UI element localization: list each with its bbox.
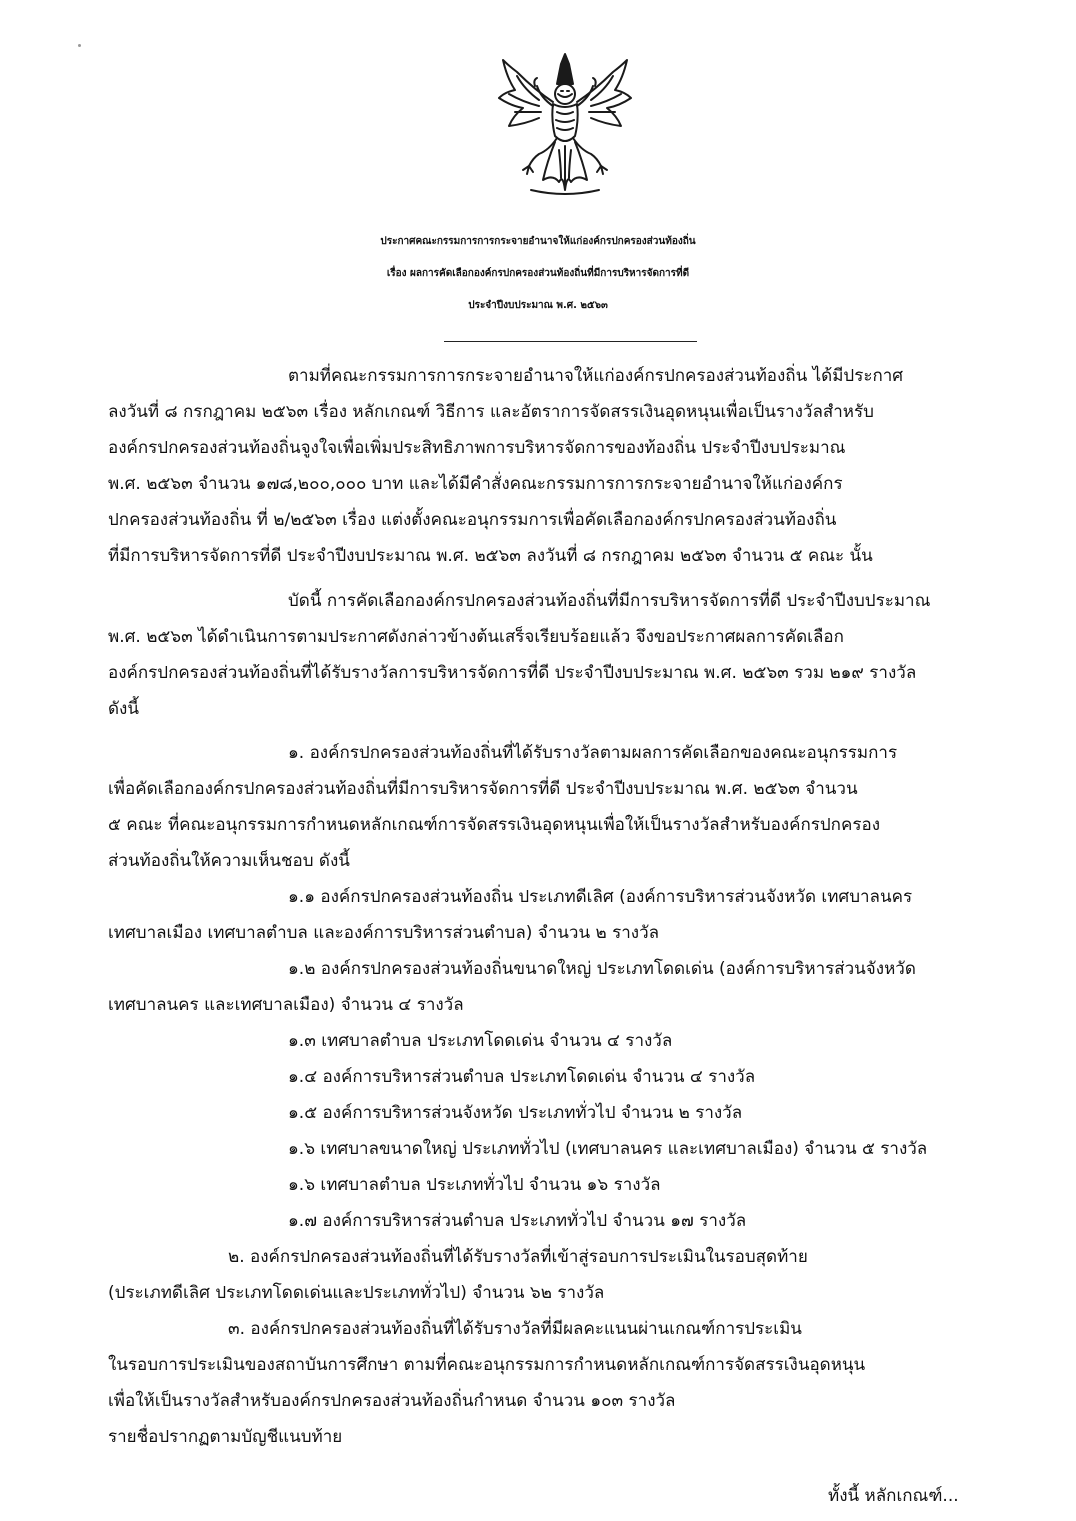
paragraph-line: องค์กรปกครองส่วนท้องถิ่นที่ได้รับรางวัลการบริหารจัดการที่ดี ประจำปีงบประมาณ พ.ศ. ๒๕๖๓ รวม ๒๑๙ รางวัล: [108, 663, 917, 683]
header-divider: [444, 341, 697, 342]
section-line: ๕ คณะ ที่คณะอนุกรรมการกำหนดหลักเกณฑ์การจัดสรรเงินอุดหนุนเพื่อให้เป็นรางวัลสำหรับองค์กรปกครอง: [108, 815, 880, 835]
paragraph-line: พ.ศ. ๒๕๖๓ ได้ดำเนินการตามประกาศดังกล่าวข้างต้นเสร็จเรียบร้อยแล้ว จึงขอประกาศผลการคัดเลือก: [108, 627, 844, 647]
section-line: รายชื่อปรากฏตามบัญชีแนบท้าย: [108, 1427, 343, 1447]
garuda-emblem-icon: [495, 50, 635, 200]
header-fiscal-year: ประจำปีงบประมาณ พ.ศ. ๒๕๖๓: [468, 300, 608, 311]
item-line: ๑.๒ องค์กรปกครองส่วนท้องถิ่นขนาดใหญ่ ประเภทโดดเด่น (องค์การบริหารส่วนจังหวัด: [288, 959, 916, 979]
section-line: ๑. องค์กรปกครองส่วนท้องถิ่นที่ได้รับรางวัลตามผลการคัดเลือกของคณะอนุกรรมการ: [288, 743, 898, 763]
item-line: เทศบาลเมือง เทศบาลตำบล และองค์การบริหารส่วนตำบล) จำนวน ๒ รางวัล: [108, 923, 660, 943]
item-line: ๑.๖ เทศบาลตำบล ประเภททั่วไป จำนวน ๑๖ รางวัล: [288, 1175, 661, 1195]
section-line: ๓. องค์กรปกครองส่วนท้องถิ่นที่ได้รับรางวัลที่มีผลคะแนนผ่านเกณฑ์การประเมิน: [228, 1319, 802, 1339]
paragraph-line: องค์กรปกครองส่วนท้องถิ่นจูงใจเพื่อเพิ่มประสิทธิภาพการบริหารจัดการของท้องถิ่น ประจำปีงบประมาณ: [108, 438, 846, 458]
item-line: ๑.๓ เทศบาลตำบล ประเภทโดดเด่น จำนวน ๔ รางวัล: [288, 1031, 673, 1051]
header-subject: เรื่อง ผลการคัดเลือกองค์กรปกครองส่วนท้องถิ่นที่มีการบริหารจัดการที่ดี: [386, 268, 690, 279]
section-line: ในรอบการประเมินของสถาบันการศึกษา ตามที่คณะอนุกรรมการกำหนดหลักเกณฑ์การจัดสรรเงินอุดหนุน: [108, 1355, 866, 1375]
item-line: ๑.๔ องค์การบริหารส่วนตำบล ประเภทโดดเด่น จำนวน ๔ รางวัล: [288, 1067, 756, 1087]
section-line: เพื่อคัดเลือกองค์กรปกครองส่วนท้องถิ่นที่มีการบริหารจัดการที่ดี ประจำปีงบประมาณ พ.ศ. ๒๕๖๓ จำนวน: [108, 779, 858, 799]
page-continuation: ทั้งนี้ หลักเกณฑ์...: [828, 1486, 959, 1506]
header-title: ประกาศคณะกรรมการการกระจายอำนาจให้แก่องค์กรปกครองส่วนท้องถิ่น: [380, 236, 696, 247]
item-line: เทศบาลนคร และเทศบาลเมือง) จำนวน ๔ รางวัล: [108, 995, 464, 1015]
item-line: ๑.๖ เทศบาลขนาดใหญ่ ประเภททั่วไป (เทศบาลนคร และเทศบาลเมือง) จำนวน ๕ รางวัล: [288, 1139, 928, 1159]
section-line: เพื่อให้เป็นรางวัลสำหรับองค์กรปกครองส่วนท้องถิ่นกำหนด จำนวน ๑๐๓ รางวัล: [108, 1391, 676, 1411]
item-line: ๑.๑ องค์กรปกครองส่วนท้องถิ่น ประเภทดีเลิศ (องค์การบริหารส่วนจังหวัด เทศบาลนคร: [288, 887, 913, 907]
paragraph-line: ดังนี้: [108, 699, 139, 719]
scan-speck: [78, 44, 81, 47]
paragraph-line: บัดนี้ การคัดเลือกองค์กรปกครองส่วนท้องถิ่นที่มีการบริหารจัดการที่ดี ประจำปีงบประมาณ: [288, 591, 931, 611]
paragraph-line: ที่มีการบริหารจัดการที่ดี ประจำปีงบประมาณ พ.ศ. ๒๕๖๓ ลงวันที่ ๘ กรกฎาคม ๒๕๖๓ จำนวน ๕ คณะ นั้น: [108, 546, 873, 566]
section-line: (ประเภทดีเลิศ ประเภทโดดเด่นและประเภททั่วไป) จำนวน ๖๒ รางวัล: [108, 1283, 605, 1303]
paragraph-line: ตามที่คณะกรรมการการกระจายอำนาจให้แก่องค์กรปกครองส่วนท้องถิ่น ได้มีประกาศ: [288, 366, 904, 386]
section-line: ส่วนท้องถิ่นให้ความเห็นชอบ ดังนี้: [108, 851, 350, 871]
section-line: ๒. องค์กรปกครองส่วนท้องถิ่นที่ได้รับรางวัลที่เข้าสู่รอบการประเมินในรอบสุดท้าย: [228, 1247, 808, 1267]
paragraph-line: ลงวันที่ ๘ กรกฎาคม ๒๕๖๓ เรื่อง หลักเกณฑ์ วิธีการ และอัตราการจัดสรรเงินอุดหนุนเพื่อเป็นรางวัลสำหรับ: [108, 402, 874, 422]
item-line: ๑.๕ องค์การบริหารส่วนจังหวัด ประเภททั่วไป จำนวน ๒ รางวัล: [288, 1103, 743, 1123]
item-line: ๑.๗ องค์การบริหารส่วนตำบล ประเภททั่วไป จำนวน ๑๗ รางวัล: [288, 1211, 747, 1231]
paragraph-line: พ.ศ. ๒๕๖๓ จำนวน ๑๗๘,๒๐๐,๐๐๐ บาท และได้มีคำสั่งคณะกรรมการการกระจายอำนาจให้แก่องค์กร: [108, 474, 843, 494]
paragraph-line: ปกครองส่วนท้องถิ่น ที่ ๒/๒๕๖๓ เรื่อง แต่งตั้งคณะอนุกรรมการเพื่อคัดเลือกองค์กรปกครองส่วนท้องถิ่น: [108, 510, 837, 530]
document-header: [0, 226, 1076, 322]
